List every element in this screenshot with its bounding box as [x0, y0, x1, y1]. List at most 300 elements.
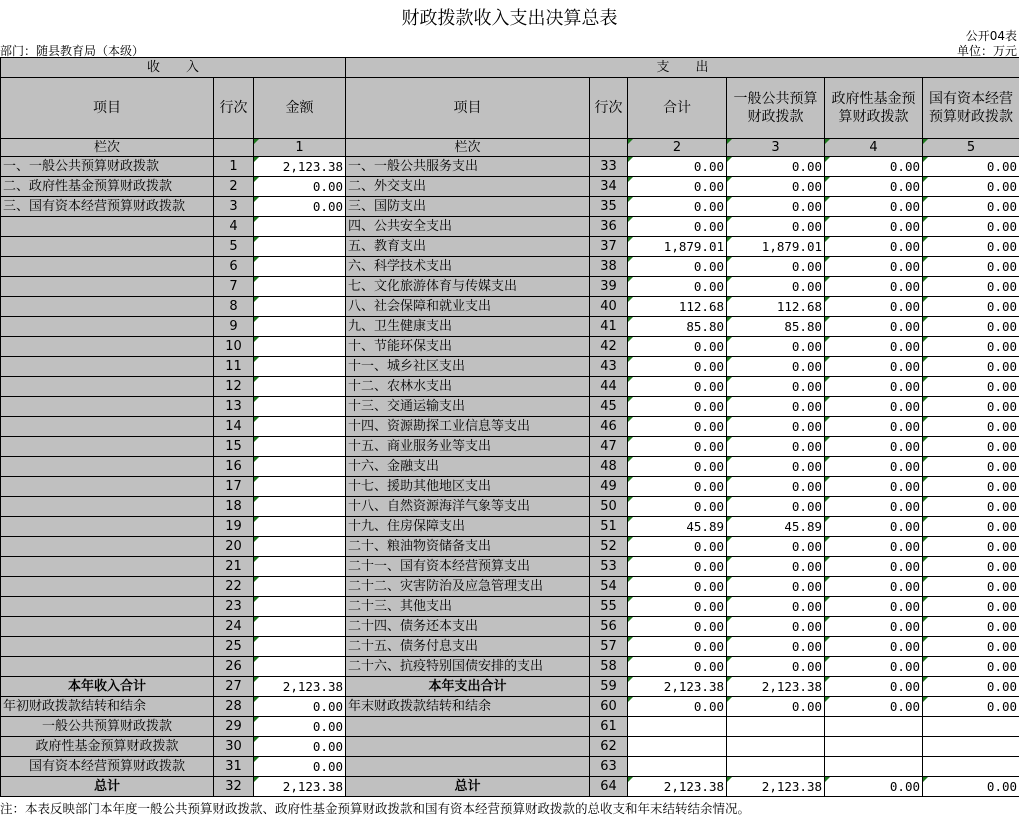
income-row-no: 10 — [214, 337, 254, 357]
income-amount — [254, 397, 346, 417]
column-number-row — [1, 139, 1019, 157]
expense-total: 112.68 — [628, 297, 727, 317]
expense-total: 0.00 — [628, 257, 727, 277]
income-row-no: 14 — [214, 417, 254, 437]
table-row — [1, 497, 1019, 517]
income-amount — [254, 597, 346, 617]
income-amount — [254, 317, 346, 337]
expense-general: 0.00 — [727, 157, 825, 177]
end-carry-row-no: 60 — [590, 697, 628, 717]
col-label-right: 栏次 — [346, 139, 590, 157]
income-item — [1, 517, 214, 537]
expense-total: 0.00 — [628, 397, 727, 417]
expense-row-no: 50 — [590, 497, 628, 517]
income-item — [1, 297, 214, 317]
begin-carry-label: 年初财政拨款结转和结余 — [1, 697, 214, 717]
income-item — [1, 537, 214, 557]
expense-item: 十六、金融支出 — [346, 457, 590, 477]
expense-general: 0.00 — [727, 257, 825, 277]
income-amount — [254, 417, 346, 437]
table-row — [1, 577, 1019, 597]
col-number-empty — [590, 139, 628, 157]
expense-general: 0.00 — [727, 197, 825, 217]
income-amount — [254, 457, 346, 477]
income-item — [1, 237, 214, 257]
begin-carry-row-no: 28 — [214, 697, 254, 717]
expense-state-capital: 0.00 — [923, 537, 1019, 557]
expense-gov-fund: 0.00 — [825, 337, 923, 357]
expense-state-capital: 0.00 — [923, 337, 1019, 357]
expense-item: 二十六、抗疫特别国债安排的支出 — [346, 657, 590, 677]
expense-item: 二十四、债务还本支出 — [346, 617, 590, 637]
col-state-capital-header: 国有资本经营预算财政拨款 — [923, 78, 1019, 139]
income-amount — [254, 257, 346, 277]
carry-sub-row — [1, 737, 1019, 757]
expense-gov-fund: 0.00 — [825, 637, 923, 657]
carry-sub-empty — [825, 717, 923, 737]
expense-total: 0.00 — [628, 457, 727, 477]
expense-total: 0.00 — [628, 437, 727, 457]
table-row — [1, 177, 1019, 197]
income-row-no: 24 — [214, 617, 254, 637]
expense-gov-fund: 0.00 — [825, 477, 923, 497]
income-row-no: 21 — [214, 557, 254, 577]
income-item — [1, 497, 214, 517]
grand-total-left-label: 总计 — [1, 777, 214, 797]
carry-sub-amount: 0.00 — [254, 717, 346, 737]
end-carry-general: 0.00 — [727, 697, 825, 717]
income-amount — [254, 657, 346, 677]
carry-sub-row — [1, 717, 1019, 737]
expense-state-capital: 0.00 — [923, 177, 1019, 197]
expense-gov-fund: 0.00 — [825, 217, 923, 237]
expense-gov-fund: 0.00 — [825, 517, 923, 537]
income-row-no: 26 — [214, 657, 254, 677]
expense-general: 0.00 — [727, 537, 825, 557]
expense-state-capital: 0.00 — [923, 617, 1019, 637]
table-row — [1, 197, 1019, 217]
carry-sub-row-no: 31 — [214, 757, 254, 777]
expense-item: 十九、住房保障支出 — [346, 517, 590, 537]
income-amount — [254, 517, 346, 537]
expense-state-capital: 0.00 — [923, 597, 1019, 617]
expense-state-capital: 0.00 — [923, 377, 1019, 397]
income-item — [1, 657, 214, 677]
expense-row-no: 38 — [590, 257, 628, 277]
expense-row-no: 35 — [590, 197, 628, 217]
expense-general: 45.89 — [727, 517, 825, 537]
expense-row-no: 51 — [590, 517, 628, 537]
table-row — [1, 357, 1019, 377]
expense-total: 0.00 — [628, 497, 727, 517]
year-expense-general: 2,123.38 — [727, 677, 825, 697]
expense-gov-fund: 0.00 — [825, 317, 923, 337]
carry-sub-empty — [346, 737, 590, 757]
carry-sub-right-row-no: 63 — [590, 757, 628, 777]
income-amount — [254, 437, 346, 457]
income-row-no: 6 — [214, 257, 254, 277]
expense-row-no: 33 — [590, 157, 628, 177]
income-item — [1, 357, 214, 377]
expense-item: 十四、资源勘探工业信息等支出 — [346, 417, 590, 437]
income-row-no: 8 — [214, 297, 254, 317]
income-row-no: 15 — [214, 437, 254, 457]
table-row — [1, 257, 1019, 277]
expense-row-no: 57 — [590, 637, 628, 657]
expense-state-capital: 0.00 — [923, 517, 1019, 537]
income-item — [1, 617, 214, 637]
expense-row-no: 55 — [590, 597, 628, 617]
carry-sub-amount: 0.00 — [254, 737, 346, 757]
year-expense-gov-fund: 0.00 — [825, 677, 923, 697]
expense-total: 0.00 — [628, 657, 727, 677]
expense-general: 1,879.01 — [727, 237, 825, 257]
expense-gov-fund: 0.00 — [825, 617, 923, 637]
carry-sub-empty — [628, 737, 727, 757]
carry-sub-empty — [628, 717, 727, 737]
expense-item: 九、卫生健康支出 — [346, 317, 590, 337]
col-number-5: 5 — [923, 139, 1019, 157]
carry-sub-empty — [923, 717, 1019, 737]
income-row-no: 17 — [214, 477, 254, 497]
col-row-no-header: 行次 — [214, 78, 254, 139]
income-item — [1, 597, 214, 617]
table-row — [1, 337, 1019, 357]
expense-state-capital: 0.00 — [923, 257, 1019, 277]
expense-state-capital: 0.00 — [923, 457, 1019, 477]
expense-general: 0.00 — [727, 397, 825, 417]
expense-item: 十三、交通运输支出 — [346, 397, 590, 417]
income-item — [1, 637, 214, 657]
carry-sub-right-row-no: 61 — [590, 717, 628, 737]
expense-item: 七、文化旅游体育与传媒支出 — [346, 277, 590, 297]
income-amount — [254, 637, 346, 657]
income-item — [1, 377, 214, 397]
expense-state-capital: 0.00 — [923, 197, 1019, 217]
expense-state-capital: 0.00 — [923, 317, 1019, 337]
unit-label: 单位：万元 — [957, 42, 1017, 59]
expense-item: 四、公共安全支出 — [346, 217, 590, 237]
year-total-row — [1, 677, 1019, 697]
income-row-no: 19 — [214, 517, 254, 537]
year-income-row-no: 27 — [214, 677, 254, 697]
expense-general: 0.00 — [727, 477, 825, 497]
carry-sub-label: 政府性基金预算财政拨款 — [1, 737, 214, 757]
expense-state-capital: 0.00 — [923, 477, 1019, 497]
expense-section-label: 支 出 — [346, 58, 1019, 78]
table-row — [1, 437, 1019, 457]
carry-sub-row-no: 30 — [214, 737, 254, 757]
carry-sub-empty — [346, 757, 590, 777]
expense-total: 0.00 — [628, 537, 727, 557]
expense-item: 二、外交支出 — [346, 177, 590, 197]
income-row-no: 7 — [214, 277, 254, 297]
expense-state-capital: 0.00 — [923, 417, 1019, 437]
expense-row-no: 54 — [590, 577, 628, 597]
expense-total: 0.00 — [628, 357, 727, 377]
expense-gov-fund: 0.00 — [825, 197, 923, 217]
grand-total-right-row-no: 64 — [590, 777, 628, 797]
carry-over-row — [1, 697, 1019, 717]
income-amount — [254, 577, 346, 597]
col-amount-header: 金额 — [254, 78, 346, 139]
income-item — [1, 457, 214, 477]
expense-gov-fund: 0.00 — [825, 657, 923, 677]
expense-general: 0.00 — [727, 657, 825, 677]
income-row-no: 12 — [214, 377, 254, 397]
expense-row-no: 47 — [590, 437, 628, 457]
expense-total: 0.00 — [628, 277, 727, 297]
expense-item: 十八、自然资源海洋气象等支出 — [346, 497, 590, 517]
income-row-no: 25 — [214, 637, 254, 657]
income-amount — [254, 297, 346, 317]
carry-sub-row-no: 29 — [214, 717, 254, 737]
expense-total: 0.00 — [628, 597, 727, 617]
expense-state-capital: 0.00 — [923, 397, 1019, 417]
table-row — [1, 277, 1019, 297]
expense-row-no: 40 — [590, 297, 628, 317]
expense-item: 十五、商业服务业等支出 — [346, 437, 590, 457]
expense-total: 0.00 — [628, 377, 727, 397]
expense-gov-fund: 0.00 — [825, 557, 923, 577]
expense-general: 85.80 — [727, 317, 825, 337]
expense-item: 二十、粮油物资储备支出 — [346, 537, 590, 557]
year-income-label: 本年收入合计 — [1, 677, 214, 697]
income-item: 二、政府性基金预算财政拨款 — [1, 177, 214, 197]
report-title: 财政拨款收入支出决算总表 — [0, 4, 1019, 30]
income-amount — [254, 617, 346, 637]
carry-sub-amount: 0.00 — [254, 757, 346, 777]
income-section-label: 收 入 — [1, 58, 346, 78]
expense-row-no: 34 — [590, 177, 628, 197]
grand-total-right-label: 总计 — [346, 777, 590, 797]
begin-carry-amount: 0.00 — [254, 697, 346, 717]
col-number-2: 2 — [628, 139, 727, 157]
end-carry-state-capital: 0.00 — [923, 697, 1019, 717]
carry-sub-label: 一般公共预算财政拨款 — [1, 717, 214, 737]
income-amount — [254, 277, 346, 297]
expense-gov-fund: 0.00 — [825, 357, 923, 377]
expense-state-capital: 0.00 — [923, 577, 1019, 597]
expense-general: 0.00 — [727, 337, 825, 357]
income-item — [1, 277, 214, 297]
expense-row-no: 46 — [590, 417, 628, 437]
expense-general: 0.00 — [727, 577, 825, 597]
expense-gov-fund: 0.00 — [825, 457, 923, 477]
income-row-no: 9 — [214, 317, 254, 337]
table-row — [1, 317, 1019, 337]
income-item — [1, 397, 214, 417]
expense-total: 0.00 — [628, 157, 727, 177]
expense-total: 0.00 — [628, 337, 727, 357]
expense-item: 十、节能环保支出 — [346, 337, 590, 357]
grand-total-general: 2,123.38 — [727, 777, 825, 797]
expense-state-capital: 0.00 — [923, 277, 1019, 297]
carry-sub-empty — [825, 737, 923, 757]
income-amount — [254, 477, 346, 497]
expense-general: 0.00 — [727, 497, 825, 517]
expense-total: 0.00 — [628, 177, 727, 197]
carry-sub-empty — [727, 737, 825, 757]
grand-total-left-amount: 2,123.38 — [254, 777, 346, 797]
expense-state-capital: 0.00 — [923, 497, 1019, 517]
expense-row-no: 48 — [590, 457, 628, 477]
carry-sub-right-row-no: 62 — [590, 737, 628, 757]
income-row-no: 18 — [214, 497, 254, 517]
income-item — [1, 417, 214, 437]
expense-gov-fund: 0.00 — [825, 377, 923, 397]
expense-total: 0.00 — [628, 477, 727, 497]
expense-general: 0.00 — [727, 597, 825, 617]
expense-total: 85.80 — [628, 317, 727, 337]
footnote: 注：本表反映部门本年度一般公共预算财政拨款、政府性基金预算财政拨款和国有资本经营预算财政拨款的总收支和年末结转结余情况。 — [0, 799, 750, 817]
income-row-no: 11 — [214, 357, 254, 377]
expense-general: 0.00 — [727, 437, 825, 457]
expense-gov-fund: 0.00 — [825, 237, 923, 257]
income-row-no: 22 — [214, 577, 254, 597]
col-number-3: 3 — [727, 139, 825, 157]
expense-general: 0.00 — [727, 177, 825, 197]
table-row — [1, 597, 1019, 617]
expense-item: 六、科学技术支出 — [346, 257, 590, 277]
income-item — [1, 337, 214, 357]
table-row — [1, 397, 1019, 417]
expense-general: 0.00 — [727, 617, 825, 637]
grand-total-row — [1, 777, 1019, 797]
expense-row-no: 37 — [590, 237, 628, 257]
expense-row-no: 49 — [590, 477, 628, 497]
income-item — [1, 437, 214, 457]
income-item — [1, 217, 214, 237]
expense-row-no: 39 — [590, 277, 628, 297]
expense-item: 二十三、其他支出 — [346, 597, 590, 617]
expense-gov-fund: 0.00 — [825, 537, 923, 557]
year-expense-row-no: 59 — [590, 677, 628, 697]
expense-total: 0.00 — [628, 557, 727, 577]
expense-state-capital: 0.00 — [923, 437, 1019, 457]
expense-row-no: 41 — [590, 317, 628, 337]
expense-state-capital: 0.00 — [923, 157, 1019, 177]
income-amount — [254, 337, 346, 357]
expense-gov-fund: 0.00 — [825, 577, 923, 597]
grand-total-total: 2,123.38 — [628, 777, 727, 797]
expense-total: 0.00 — [628, 617, 727, 637]
expense-item: 三、国防支出 — [346, 197, 590, 217]
expense-state-capital: 0.00 — [923, 217, 1019, 237]
expense-gov-fund: 0.00 — [825, 257, 923, 277]
expense-item: 二十二、灾害防治及应急管理支出 — [346, 577, 590, 597]
expense-general: 0.00 — [727, 457, 825, 477]
income-row-no: 3 — [214, 197, 254, 217]
year-expense-state-capital: 0.00 — [923, 677, 1019, 697]
expense-item: 二十一、国有资本经营预算支出 — [346, 557, 590, 577]
carry-sub-empty — [825, 757, 923, 777]
expense-gov-fund: 0.00 — [825, 417, 923, 437]
expense-row-no: 53 — [590, 557, 628, 577]
carry-sub-empty — [346, 717, 590, 737]
department-label: 部门：随县教育局（本级） — [0, 42, 144, 59]
expense-general: 112.68 — [727, 297, 825, 317]
end-carry-gov-fund: 0.00 — [825, 697, 923, 717]
expense-state-capital: 0.00 — [923, 637, 1019, 657]
year-expense-label: 本年支出合计 — [346, 677, 590, 697]
expense-item: 八、社会保障和就业支出 — [346, 297, 590, 317]
expense-total: 0.00 — [628, 637, 727, 657]
expense-general: 0.00 — [727, 637, 825, 657]
expense-gov-fund: 0.00 — [825, 597, 923, 617]
income-item — [1, 477, 214, 497]
expense-gov-fund: 0.00 — [825, 277, 923, 297]
expense-gov-fund: 0.00 — [825, 157, 923, 177]
income-amount — [254, 217, 346, 237]
expense-row-no: 56 — [590, 617, 628, 637]
col-number-4: 4 — [825, 139, 923, 157]
expense-row-no: 36 — [590, 217, 628, 237]
expense-item: 一、一般公共服务支出 — [346, 157, 590, 177]
column-header-row — [1, 78, 1019, 139]
income-amount: 0.00 — [254, 177, 346, 197]
expense-item: 二十五、债务付息支出 — [346, 637, 590, 657]
col-item-header: 项目 — [1, 78, 214, 139]
expense-gov-fund: 0.00 — [825, 397, 923, 417]
table-row — [1, 477, 1019, 497]
expense-general: 0.00 — [727, 277, 825, 297]
col-total-header: 合计 — [628, 78, 727, 139]
income-amount — [254, 537, 346, 557]
expense-gov-fund: 0.00 — [825, 497, 923, 517]
expense-state-capital: 0.00 — [923, 237, 1019, 257]
year-income-amount: 2,123.38 — [254, 677, 346, 697]
expense-state-capital: 0.00 — [923, 657, 1019, 677]
income-amount — [254, 497, 346, 517]
expense-state-capital: 0.00 — [923, 557, 1019, 577]
grand-total-gov-fund: 0.00 — [825, 777, 923, 797]
income-item — [1, 577, 214, 597]
end-carry-label: 年末财政拨款结转和结余 — [346, 697, 590, 717]
income-item — [1, 557, 214, 577]
carry-sub-row — [1, 757, 1019, 777]
col-number-1: 1 — [254, 139, 346, 157]
expense-row-no: 44 — [590, 377, 628, 397]
income-amount: 0.00 — [254, 197, 346, 217]
table-row — [1, 637, 1019, 657]
table-row — [1, 157, 1019, 177]
expense-general: 0.00 — [727, 377, 825, 397]
expense-general: 0.00 — [727, 357, 825, 377]
form-code: 公开04表 — [966, 27, 1017, 44]
income-row-no: 16 — [214, 457, 254, 477]
expense-general: 0.00 — [727, 417, 825, 437]
expense-general: 0.00 — [727, 217, 825, 237]
carry-sub-empty — [727, 757, 825, 777]
income-item — [1, 257, 214, 277]
expense-total: 0.00 — [628, 217, 727, 237]
income-row-no: 13 — [214, 397, 254, 417]
table-row — [1, 517, 1019, 537]
expense-state-capital: 0.00 — [923, 357, 1019, 377]
col-number-empty — [214, 139, 254, 157]
expense-general: 0.00 — [727, 557, 825, 577]
expense-state-capital: 0.00 — [923, 297, 1019, 317]
income-amount — [254, 557, 346, 577]
table-row — [1, 217, 1019, 237]
expense-row-no: 58 — [590, 657, 628, 677]
expense-item: 十一、城乡社区支出 — [346, 357, 590, 377]
carry-sub-empty — [727, 717, 825, 737]
carry-sub-empty — [923, 757, 1019, 777]
income-amount: 2,123.38 — [254, 157, 346, 177]
col-row-no2-header: 行次 — [590, 78, 628, 139]
